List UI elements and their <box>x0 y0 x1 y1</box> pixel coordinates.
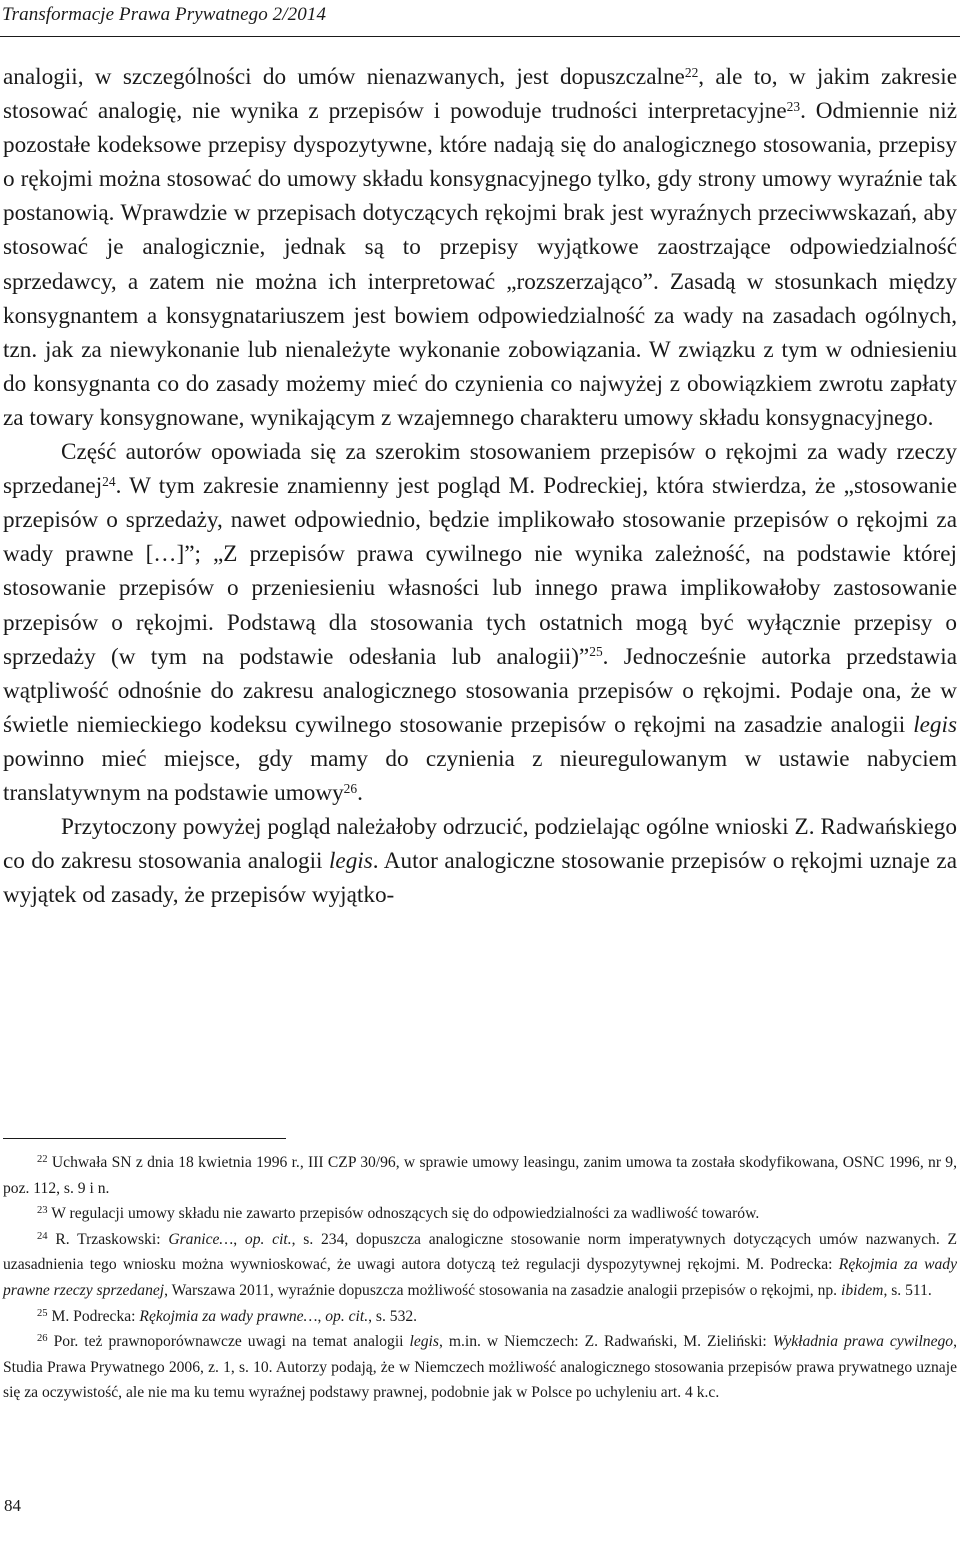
footnote-text: Uchwała SN z dnia 18 kwietnia 1996 r., III CZP 30/96, w sprawie umowy leasingu, zanim umowa ta została skodyfikowana, OSNC 1996, nr 9, poz. 112, s. 9 i n. <box>3 1154 958 1197</box>
header-rule <box>0 36 960 37</box>
text-run: . Odmiennie niż pozostałe kodeksowe przepisy dyspozytywne, które nadają się do analogicznego stosowania, przepisy o rękojmi można stosować do umowy składu konsygnacyjnego tylko, gdy strony umowy wyraźnie tak postanowią. Wprawdzie w przepisach dotyczących rękojmi brak jest wyraźnych przeciwwskazań, aby stosować je analogicznie, jednak są to przepisy wyjątkowe zaostrzające odpowiedzialność sprzedawcy, a zatem nie można ich interpretować „rozszerzająco”. Zasadą w stosunkach między konsygnantem a konsygnatariuszem jest bowiem odpowiedzialność za wady na zasadach ogólnych, tzn. jak za niewykonanie lub nienależyte wykonanie zobowiązania. W związku z tym w odniesieniu do konsygnanta co do zasady możemy mieć do czynienia co najwyżej z obowiązkiem zwrotu zapłaty za towary konsygnowane, wynikającym z wzajemnego charakteru umowy składu konsygnacyjnego. <box>3 98 958 431</box>
text-run: . Autor analogiczne stosowanie przepisów o rękojmi uznaje za wyjątek od zasady, że przepisów wyjątko- <box>3 848 957 909</box>
footnote-ref-22[interactable]: 22 <box>684 64 699 80</box>
paragraph-1 <box>3 60 957 435</box>
text-run: analogii, w szczególności do umów nienazwanych, jest dopuszczalne <box>3 64 685 90</box>
footnote-24 <box>3 1227 957 1304</box>
text-run: Część autorów opowiada się za szerokim stosowaniem przepisów o rękojmi za wady rzeczy sprzedanej <box>3 439 957 500</box>
footnote-number: 26 <box>37 1333 48 1345</box>
footnote-text: , Studia Prawa Prywatnego 2006, z. 1, s. 10. Autorzy podają, że w Niemczech możliwość analogicznego stosowania przepisów prawa prywatnego uznaje się za oczywistość, ale nie ma ku temu wyraźnej podstawy prawnej, podobnie jak w Polsce po uchyleniu art. 4 k.c. <box>3 1333 957 1402</box>
running-head: Transformacje Prawa Prywatnego 2/2014 <box>2 4 327 25</box>
footnote-number: 22 <box>37 1154 48 1166</box>
italic-abbrev: op. cit. <box>325 1307 369 1325</box>
footnote-text: W regulacji umowy składu nie zawarto przepisów odnoszących się do odpowiedzialności za wadliwość towarów. <box>51 1205 760 1223</box>
italic-title: Granice… <box>168 1230 234 1248</box>
footnote-ref-24[interactable]: 24 <box>102 473 116 489</box>
paragraph-2 <box>3 435 957 810</box>
text-run: powinno mieć miejsce, gdy mamy do czynienia z nieuregulowanym w ustawie nabyciem translatywnym na podstawie umowy <box>3 745 957 806</box>
italic-abbrev: ibidem <box>840 1281 884 1299</box>
italic-title: Rękojmia za wady prawne… <box>139 1307 318 1325</box>
footnote-text: , <box>233 1230 245 1248</box>
text-run: Przytoczony powyżej pogląd należałoby odrzucić, podzielając ogólne wnioski Z. Radwańskiego co do zakresu stosowania analogii <box>3 814 957 875</box>
footnote-23 <box>3 1201 957 1227</box>
footnotes <box>3 1150 957 1406</box>
footnote-text: , s. 234, dopuszcza analogiczne stosowanie norm imperatywnych dotyczących umów nazwanych. Z uzasadnienia tego wniosku można wywnioskować, że uwagi autora dotyczą też regulacji dyspozytywnej rękojmi. M. Podrecka: <box>3 1230 957 1274</box>
text-run: , ale to, w jakim zakresie stosować analogię, nie wynika z przepisów i powoduje trudności interpretacyjne <box>3 64 957 125</box>
paragraph-3 <box>3 810 957 912</box>
footnote-25 <box>3 1304 957 1330</box>
footnote-text: R. Trzaskowski: <box>55 1230 169 1248</box>
page-number: 84 <box>4 1496 21 1515</box>
footnote-26 <box>3 1329 957 1406</box>
main-text <box>3 60 957 912</box>
text-run: . W tym zakresie znamienny jest pogląd M. Podreckiej, która stwierdza, że „stosowanie przepisów o sprzedaży, nawet odpowiednio, będzie implikowało stosowanie przepisów o rękojmi za wady prawne […]”; „Z przepisów prawa cywilnego nie wynika zależność, na podstawie której stosowanie przepisów o przeniesieniu własności lub innego prawa implikowałoby zastosowanie przepisów o rękojmi. Podstawą dla stosowania tych ostatnich mogą być wyłącznie przepisy o sprzedaży (w tym na podstawie odesłania lub analogii)” <box>3 473 957 670</box>
footnote-ref-25[interactable]: 25 <box>589 644 603 660</box>
footnote-text: , Warszawa 2011, wyraźnie dopuszcza możliwość stosowania na zasadzie analogii przepisów o rękojmi, np. <box>164 1281 841 1299</box>
footnote-text: , s. 511. <box>883 1281 932 1299</box>
footnote-ref-23[interactable]: 23 <box>786 98 801 114</box>
footnote-text: , <box>317 1307 326 1325</box>
italic-abbrev: op. cit. <box>244 1230 292 1248</box>
italic-title: Rękojmia za wady prawne rzeczy sprzedanej <box>3 1256 958 1299</box>
footnote-number: 25 <box>37 1307 48 1319</box>
italic-title: Wykładnia prawa cywilnego <box>772 1333 954 1351</box>
footnote-separator <box>3 1138 286 1139</box>
text-run: . Jednocześnie autorka przedstawia wątpliwość odnośnie do zakresu analogicznego stosowania przepisów o rękojmi. Podaje ona, że w świetle niemieckiego kodeksu cywilnego stosowanie przepisów o rękojmi na zasadzie analogii <box>3 643 957 738</box>
footnote-text: , s. 532. <box>368 1307 418 1325</box>
footnote-text: , m.in. w Niemczech: Z. Radwański, M. Zieliński: <box>438 1333 773 1351</box>
italic-term: legis <box>409 1333 439 1351</box>
text-run: . <box>357 779 363 806</box>
footnote-22 <box>3 1150 957 1201</box>
footnote-text: Por. też prawnoporównawcze uwagi na temat analogii <box>53 1333 410 1351</box>
footnote-number: 24 <box>37 1231 48 1243</box>
italic-term: legis <box>913 711 957 738</box>
footnote-number: 23 <box>37 1205 48 1217</box>
footnote-text: M. Podrecka: <box>51 1307 140 1325</box>
footnote-ref-26[interactable]: 26 <box>343 780 358 796</box>
italic-term: legis <box>328 848 373 875</box>
